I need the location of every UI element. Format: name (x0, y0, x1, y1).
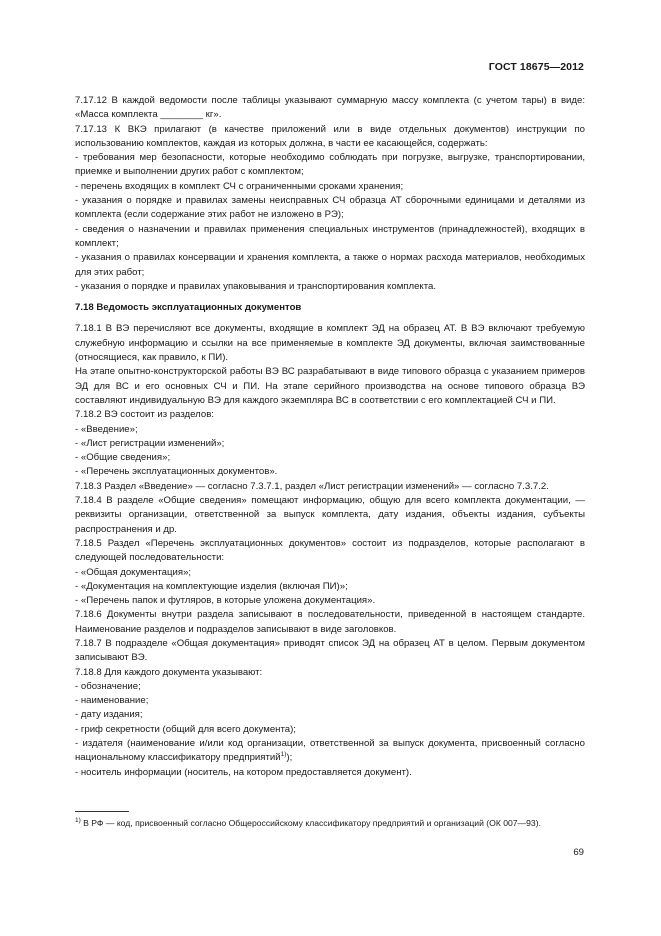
list-item: - перечень входящих в комплект СЧ с ограниченными сроками хранения; (75, 180, 404, 192)
list-item-publisher (75, 737, 585, 766)
list-item: - указания о порядке и правилах замены неисправных СЧ образца АТ сборочными единицами и деталями из комплекта (если содержание этих работ не изложено в РЭ); (75, 195, 585, 221)
list-item: - «Лист регистрации изменений»; (75, 437, 225, 449)
page-number: 69 (573, 847, 584, 858)
publisher-text: - издателя (наименование и/или код организации, ответственной за выпуск документа, присвоенный согласно национальному классификатору предприятий (75, 738, 585, 764)
main-text (75, 94, 585, 780)
list-item: - носитель информации (носитель, на котором предоставляется документ). (75, 766, 412, 778)
paragraph-7-18-7: 7.18.7 В подразделе «Общая документация» приводят список ЭД на образец АТ в целом. Первым документом записывают ВЭ. (75, 637, 585, 664)
paragraph-7-18-4: 7.18.4 В разделе «Общие сведения» помещают информацию, общую для всего комплекта документации, — реквизиты организации, ответственной за выпуск комплекта, дату издания, объекты издания, субъекты распространения и др. (75, 495, 585, 535)
list-item: - дату издания; (75, 709, 143, 721)
footnote-text: В РФ — код, присвоенный согласно Общероссийскому классификатору предприятий и организаций (ОК 007—93). (80, 818, 541, 828)
list-item: - гриф секретности (общий для всего документа); (75, 723, 296, 735)
list-item: - сведения о назначении и правилах применения специальных инструментов (принадлежностей), входящих в комплект; (75, 223, 585, 249)
standard-header: ГОСТ 18675—2012 (488, 61, 584, 73)
footnote-reference[interactable]: 1) (280, 751, 287, 759)
paragraph-7-17-12: 7.17.12 В каждой ведомости после таблицы указывают суммарную массу комплекта (с учетом тары) в виде: «Масса комплекта ________ кг». (75, 95, 585, 121)
list-item: - обозначение; (75, 680, 141, 692)
paragraph-7-18-5: 7.18.5 Раздел «Перечень эксплуатационных документов» состоит из подразделов, которые располагают в следующей последовательности: (75, 537, 585, 564)
list-item: - «Общая документация»; (75, 566, 192, 578)
list-item: - «Общие сведения»; (75, 452, 171, 464)
list-item: - указания о правилах консервации и хранения комплекта, а также о нормах расхода материалов, необходимых для этих работ; (75, 252, 585, 278)
paragraph-okr: На этапе опытно-конструкторской работы ВЭ ВС разрабатывают в виде типового образца с указанием примеров ЭД для ВС и его основных СЧ и ПИ. На этапе серийного производства на основе типового образца ВЭ составляют индивидуальную ВЭ для каждого экземпляра ВС в соответствии с его комплектацией СЧ и ПИ. (75, 366, 585, 406)
footnote (75, 817, 585, 830)
publisher-tail: ); (286, 752, 293, 764)
paragraph-7-18-1: 7.18.1 В ВЭ перечисляют все документы, входящие в комплект ЭД на образец АТ. В ВЭ включают требуемую служебную информацию и ссылки на все применяемые в комплекте ЭД документы, включая заимствованные (относящиеся, как правило, к ПИ). (75, 323, 585, 364)
paragraph-7-18-3: 7.18.3 Раздел «Введение» — согласно 7.3.7.1, раздел «Лист регистрации изменений» — согласно 7.3.7.2. (75, 480, 549, 492)
list-item: - «Перечень эксплуатационных документов». (75, 466, 278, 478)
paragraph-7-17-13: 7.17.13 К ВКЭ прилагают (в качестве приложений или в виде отдельных документов) инструкции по использованию комплектов, каждая из которых должна, в части ее касающейся, содержать: (75, 123, 585, 149)
list-item: - требования мер безопасности, которые необходимо соблюдать при погрузке, выгрузке, транспортировании, приемке и выполнении других работ с комплектом; (75, 152, 585, 178)
list-item: - указания о порядке и правилах упаковывания и транспортирования комплекта. (75, 280, 437, 292)
paragraph-7-18-6: 7.18.6 Документы внутри раздела записывают в последовательности, приведенной в настоящем стандарте. Наименование разделов и подразделов записывают в виде заголовков. (75, 609, 585, 635)
paragraph-7-18-8: 7.18.8 Для каждого документа указывают: (75, 666, 263, 678)
list-item: - «Введение»; (75, 423, 138, 435)
list-item: - наименование; (75, 695, 149, 707)
section-heading-7-18: 7.18 Ведомость эксплуатационных документов (75, 302, 302, 314)
list-item: - «Перечень папок и футляров, в которые уложена документация». (75, 595, 376, 607)
footnote-divider (75, 811, 129, 812)
footnote-mark: 1) (75, 817, 81, 825)
paragraph-7-18-2: 7.18.2 ВЭ состоит из разделов: (75, 409, 214, 421)
list-item: - «Документация на комплектующие изделия (включая ПИ)»; (75, 580, 348, 592)
